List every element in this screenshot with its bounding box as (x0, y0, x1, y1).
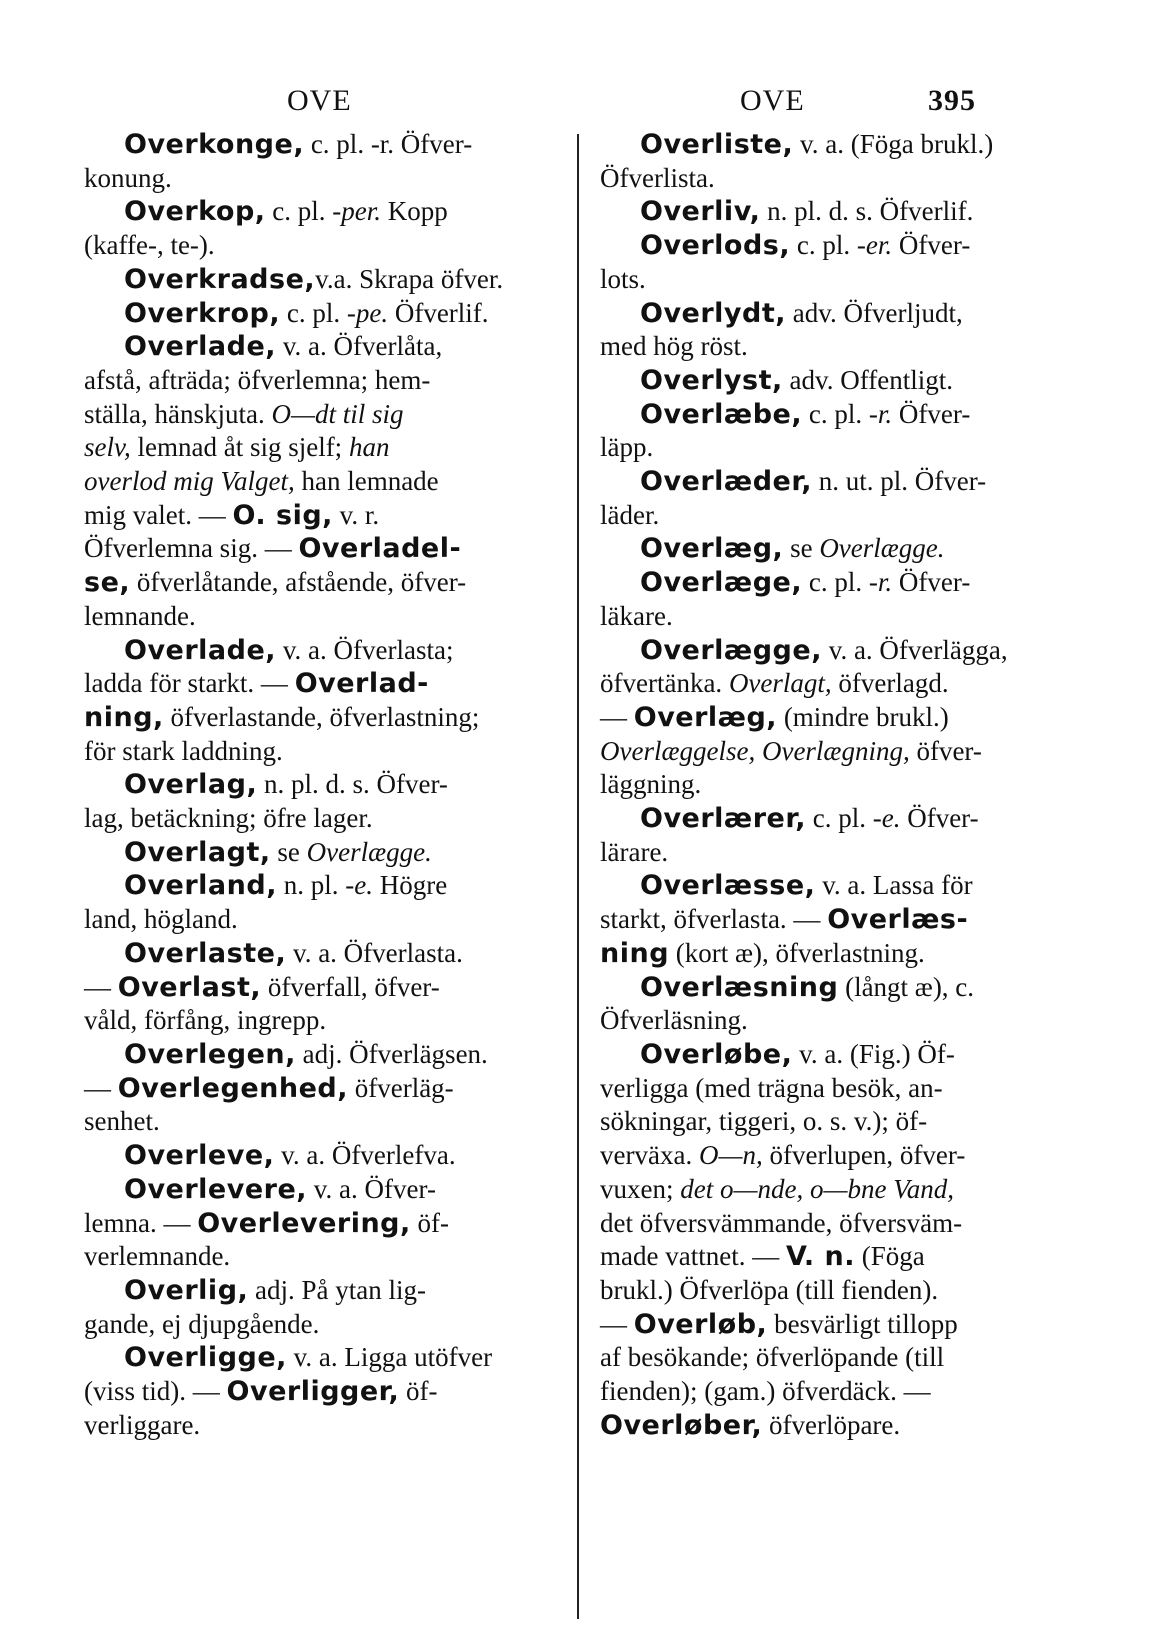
headword: Overlast, (117, 971, 262, 1003)
definition-text: adv. Öfverljudt, (786, 297, 963, 328)
entry-line (600, 903, 1060, 937)
entry-line (600, 229, 1060, 263)
entry-line (600, 869, 1060, 903)
definition-text: läggning. (600, 769, 702, 800)
entry-line (600, 836, 1060, 870)
header-right-word: OVE (740, 84, 805, 117)
entry-line (600, 431, 1060, 465)
definition-text: brukl.) Öfverlöpa (till fienden). (600, 1274, 939, 1305)
definition-text: (kaffe-, te-). (84, 230, 215, 261)
definition-text: öfverlupen, öfver- (762, 1140, 966, 1171)
entry-line (84, 1004, 544, 1038)
definition-text: (långt æ), c. (838, 971, 975, 1002)
right-column (600, 128, 1060, 1442)
entry-line (84, 1139, 544, 1173)
definition-text: fienden); (gam.) öfverdäck. — (600, 1376, 931, 1407)
definition-text: made vattnet. — (600, 1241, 786, 1272)
definition-text: Öfverlif. (388, 297, 489, 328)
entry-line (600, 499, 1060, 533)
italic-text: -pe. (346, 297, 389, 328)
italic-text: selv, (84, 432, 131, 463)
entry-line (84, 836, 544, 870)
definition-text: (kort æ), öfverlastning. (669, 937, 925, 968)
entry-line (600, 297, 1060, 331)
header-left-word: OVE (287, 84, 352, 117)
definition-text: öfverlastande, öfverlastning; (163, 701, 480, 732)
entry-line (84, 903, 544, 937)
entry-line (84, 1038, 544, 1072)
definition-text: c. pl. (802, 567, 869, 598)
entry-line (84, 431, 544, 465)
definition-text: öfverläg- (347, 1072, 454, 1103)
definition-text: vuxen; (600, 1173, 681, 1204)
column-divider (577, 134, 579, 1619)
definition-text: öfver- (909, 735, 982, 766)
headword: Overlevere, (124, 1173, 308, 1205)
headword: Overlagt, (124, 836, 271, 868)
definition-text: besvärligt tillopp (767, 1308, 958, 1339)
definition-text: ställa, hänskjuta. (84, 398, 272, 429)
entry-line (84, 1274, 544, 1308)
italic-text: O—dt til sig (271, 398, 404, 429)
entry-line (600, 566, 1060, 600)
entry-line (84, 802, 544, 836)
headword: Overlevering, (197, 1207, 411, 1239)
definition-text: öfverfall, öfver- (261, 971, 440, 1002)
definition-text: öfvertänka. (600, 668, 729, 699)
entry-line (84, 1409, 544, 1443)
definition-text: v. a. Öfverlefva. (274, 1140, 456, 1171)
definition-text: öf- (410, 1207, 450, 1238)
italic-text: -er. (856, 230, 893, 261)
definition-text: starkt, öfverlasta. — (600, 904, 828, 935)
headword: Overladel- (298, 533, 462, 565)
headword: V. n. (785, 1241, 856, 1273)
definition-text: (Föga (855, 1241, 925, 1272)
definition-text: mig valet. — (84, 499, 233, 530)
headword: se, (84, 567, 131, 599)
entry-line (600, 398, 1060, 432)
headword: ning (600, 937, 670, 969)
definition-text: öfverlåtande, afstående, öfver- (130, 567, 467, 598)
headword: Overkradse, (124, 263, 316, 295)
definition-text: han lemnade (294, 466, 439, 497)
definition-text: Kopp (381, 196, 448, 227)
entry-line (600, 195, 1060, 229)
definition-text: verligga (med trägna besök, an- (600, 1072, 943, 1103)
definition-text: med hög röst. (600, 331, 748, 362)
italic-text: Overlagt, (728, 668, 832, 699)
entry-line (84, 195, 544, 229)
entry-line (84, 600, 544, 634)
definition-text: n. pl. d. s. Öfverlif. (760, 196, 974, 227)
entry-line (600, 600, 1060, 634)
italic-text: O—n, (698, 1140, 763, 1171)
italic-text: Overlæggelse, Overlægning, (600, 735, 910, 766)
definition-text: c. pl. -r. Öfver- (304, 129, 473, 159)
entry-line (84, 634, 544, 668)
headword: Overløbe, (640, 1038, 793, 1070)
entry-line (600, 634, 1060, 668)
definition-text: öfverlöpare. (762, 1409, 901, 1440)
definition-text: n. ut. pl. Öfver- (811, 466, 987, 497)
definition-text: v. r. (332, 499, 380, 530)
headword: Overlægge, (640, 634, 822, 666)
entry-line (84, 532, 544, 566)
definition-text: ladda för starkt. — (84, 668, 295, 699)
headword: O. sig, (232, 499, 333, 531)
headword: Overlig, (124, 1274, 249, 1306)
left-column (84, 128, 544, 1442)
definition-text: v. a. Lassa för (815, 870, 973, 901)
italic-text: -per. (332, 196, 382, 227)
headword: Overlag, (124, 769, 258, 801)
entry-line (600, 364, 1060, 398)
definition-text: v.a. Skrapa öfver. (315, 263, 504, 294)
definition-text: adj. Öfverlägsen. (295, 1038, 488, 1069)
entry-line (600, 1240, 1060, 1274)
headword: Overlæsning (640, 971, 839, 1003)
definition-text: n. pl. d. s. Öfver- (257, 769, 448, 800)
headword: Overligge, (124, 1342, 287, 1374)
entry-line (84, 735, 544, 769)
entry-line (600, 768, 1060, 802)
headword: Overlæder, (640, 466, 812, 498)
entry-line (84, 499, 544, 533)
entry-line (600, 802, 1060, 836)
definition-text: — (600, 1308, 634, 1339)
definition-text: Öfver- (900, 803, 979, 834)
entry-line (84, 971, 544, 1005)
headword: Overlæs- (827, 904, 969, 936)
entry-line (600, 1173, 1060, 1207)
definition-text: sökningar, tiggeri, o. s. v.); öf- (600, 1106, 928, 1137)
headword: Overløber, (600, 1409, 763, 1441)
definition-text: Öfver- (892, 567, 971, 598)
definition-text: Öfverläsning. (600, 1005, 748, 1036)
entry-line (600, 1038, 1060, 1072)
entry-line (84, 465, 544, 499)
definition-text: c. pl. (805, 803, 873, 834)
definition-text: — (84, 1072, 118, 1103)
entry-line (84, 566, 544, 600)
entry-line (84, 128, 544, 162)
definition-text: — (600, 701, 634, 732)
entry-line (84, 768, 544, 802)
definition-text: (viss tid). — (84, 1376, 227, 1407)
definition-text: lag, betäckning; öfre lager. (84, 803, 373, 834)
entry-line (84, 1375, 544, 1409)
definition-text: verväxa. (600, 1140, 699, 1171)
entry-line (84, 229, 544, 263)
headword: Overlade, (124, 634, 277, 666)
definition-text: c. pl. (265, 196, 333, 227)
definition-text: senhet. (84, 1106, 160, 1137)
headword: Overligger, (226, 1376, 400, 1408)
definition-text: land, högland. (84, 904, 238, 935)
definition-text: det öfversvämmande, öfversväm- (600, 1207, 963, 1238)
entry-line (600, 735, 1060, 769)
definition-text: Öfver- (892, 230, 971, 261)
definition-text: v. a. Ligga utöfver (286, 1342, 493, 1373)
definition-text: v. a. (Föga brukl.) (793, 129, 994, 159)
headword: Overleve, (124, 1140, 275, 1172)
headword: Overlæg, (640, 533, 784, 565)
definition-text: lots. (600, 263, 646, 294)
entry-line (600, 1105, 1060, 1139)
definition-text: adj. På ytan lig- (248, 1274, 426, 1305)
definition-text: afstå, afträda; öfverlemna; hem- (84, 364, 431, 395)
definition-text: lemnad åt sig sjelf; (130, 432, 349, 463)
definition-text: c. pl. (802, 398, 869, 429)
definition-text: (mindre brukl.) (777, 701, 949, 732)
headword: Overlæsse, (640, 870, 816, 902)
entry-line (84, 1105, 544, 1139)
entry-line (84, 937, 544, 971)
definition-text: Högre (372, 870, 448, 901)
entry-line (84, 1173, 544, 1207)
entry-line (84, 162, 544, 196)
headword: Overkrop, (124, 297, 281, 329)
definition-text: Öfver- (892, 398, 971, 429)
definition-text: c. pl. (790, 230, 857, 261)
entry-line (600, 330, 1060, 364)
headword: Overlyst, (640, 364, 783, 396)
entry-line (600, 162, 1060, 196)
definition-text: läkare. (600, 600, 673, 631)
definition-text: konung. (84, 162, 172, 193)
entry-line (600, 532, 1060, 566)
headword: Overlods, (640, 230, 791, 262)
entry-line (84, 667, 544, 701)
definition-text: lärare. (600, 836, 669, 867)
definition-text: lemna. — (84, 1207, 198, 1238)
definition-text: verliggare. (84, 1409, 201, 1440)
entry-line (84, 1072, 544, 1106)
definition-text: Öfverlista. (600, 162, 715, 193)
entry-line (84, 398, 544, 432)
definition-text: v. a. Öfverlåta, (276, 331, 443, 362)
headword: Overlad- (294, 668, 429, 700)
definition-text: för stark laddning. (84, 735, 283, 766)
definition-text: se (270, 836, 307, 867)
headword: Overløb, (633, 1308, 768, 1340)
headword: Overlærer, (640, 803, 806, 835)
italic-text: Overlægge. (819, 533, 945, 564)
entry-line (600, 1341, 1060, 1375)
headword: Overkonge, (124, 129, 305, 160)
definition-text: v. a. Öfverlasta. (286, 937, 463, 968)
definition-text: v. a. Öfverlägga, (821, 634, 1008, 665)
definition-text: v. a. Öfver- (307, 1173, 436, 1204)
entry-line (600, 1375, 1060, 1409)
headword: Overlydt, (640, 297, 787, 329)
entry-line (84, 263, 544, 297)
definition-text: se (783, 533, 820, 564)
entry-line (84, 869, 544, 903)
headword: Overlæge, (640, 567, 803, 599)
definition-text: adv. Offentligt. (782, 364, 953, 395)
definition-text: n. pl. (276, 870, 346, 901)
entry-line (84, 1240, 544, 1274)
headword: Overlade, (124, 331, 277, 363)
italic-text: overlod mig Valget, (84, 466, 295, 497)
entry-line (600, 465, 1060, 499)
headword: Overliste, (640, 129, 794, 160)
definition-text: Öfverlemna sig. — (84, 533, 299, 564)
entry-line (600, 1274, 1060, 1308)
definition-text: läpp. (600, 432, 654, 463)
headword: Overlaste, (124, 937, 287, 969)
headword: Overkop, (124, 196, 266, 228)
headword: ning, (84, 701, 164, 733)
definition-text: öf- (399, 1376, 438, 1407)
definition-text: c. pl. (280, 297, 347, 328)
entry-line (600, 128, 1060, 162)
definition-text: v. a. (Fig.) Öf- (792, 1038, 955, 1069)
entry-line (600, 1207, 1060, 1241)
entry-line (600, 263, 1060, 297)
entry-line (84, 330, 544, 364)
entry-line (84, 1308, 544, 1342)
definition-text: v. a. Öfverlasta; (276, 634, 454, 665)
headword: Overlæg, (633, 701, 778, 733)
entry-line (600, 1004, 1060, 1038)
italic-text: Overlægge. (306, 836, 432, 867)
definition-text: våld, förfång, ingrepp. (84, 1005, 327, 1036)
italic-text: -e. (345, 870, 373, 901)
entry-line (84, 701, 544, 735)
italic-text: det o—nde, o—bne Vand, (680, 1173, 954, 1204)
definition-text: — (84, 971, 118, 1002)
italic-text: -r. (868, 398, 893, 429)
definition-text: läder. (600, 499, 660, 530)
italic-text: -r. (868, 567, 893, 598)
entry-line (84, 1207, 544, 1241)
definition-text: af besökande; öfverlöpande (till (600, 1342, 945, 1373)
entry-line (84, 1341, 544, 1375)
entry-line (600, 1072, 1060, 1106)
page-number: 395 (928, 84, 976, 117)
entry-line (600, 701, 1060, 735)
definition-text: gande, ej djupgående. (84, 1308, 320, 1339)
entry-line (600, 1409, 1060, 1443)
italic-text: han (348, 432, 390, 463)
headword: Overliv, (640, 196, 761, 228)
entry-line (84, 297, 544, 331)
entry-line (600, 667, 1060, 701)
entry-line (600, 971, 1060, 1005)
headword: Overlegenhed, (117, 1072, 348, 1104)
definition-text: verlemnande. (84, 1241, 231, 1272)
definition-text: öfverlagd. (831, 668, 949, 699)
headword: Overlæbe, (640, 398, 803, 430)
headword: Overlegen, (124, 1038, 296, 1070)
definition-text: lemnande. (84, 600, 196, 631)
headword: Overland, (124, 870, 277, 902)
entry-line (84, 364, 544, 398)
italic-text: -e. (872, 803, 901, 834)
entry-line (600, 1308, 1060, 1342)
entry-line (600, 937, 1060, 971)
entry-line (600, 1139, 1060, 1173)
